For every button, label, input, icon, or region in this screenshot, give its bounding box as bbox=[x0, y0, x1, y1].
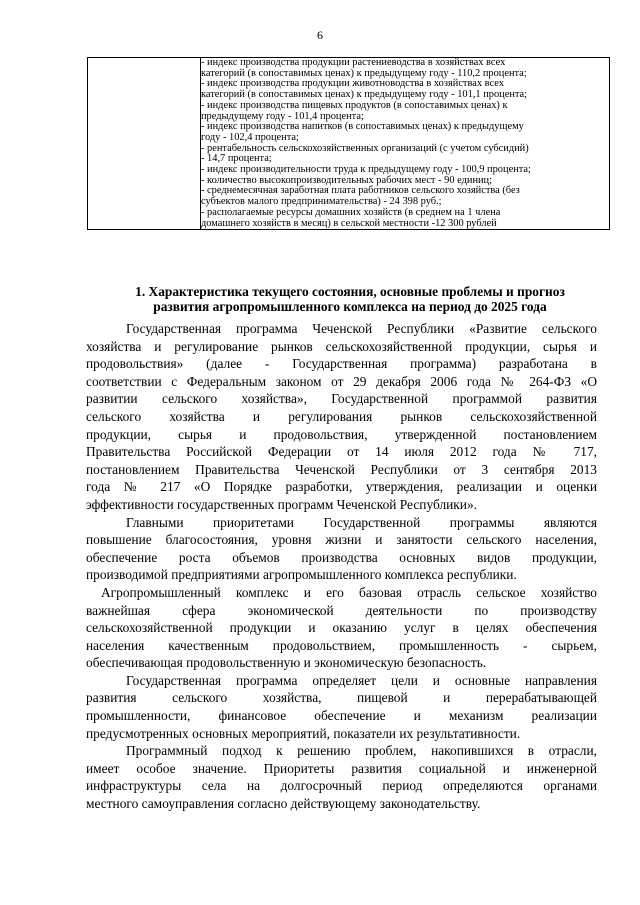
indicator-line: - индекс производства продукции животноводства в хозяйствах всех bbox=[201, 78, 504, 90]
paragraph-line: обеспечивающая продовольственную и экономическую безопасность. bbox=[86, 655, 487, 671]
indicators-table bbox=[87, 57, 610, 230]
indicator-line: - среднемесячная заработная плата работников сельского хозяйства (без bbox=[201, 185, 520, 197]
paragraph-priorities bbox=[86, 514, 597, 584]
paragraph-program-approach bbox=[86, 742, 597, 812]
indicator-line: категорий (в сопоставимых ценах) к предыдущему году - 101,1 процента; bbox=[201, 89, 528, 101]
page-number: 6 bbox=[317, 28, 323, 42]
section-heading-line: 1. Характеристика текущего состояния, основные проблемы и прогноз bbox=[135, 284, 565, 299]
paragraph-line: важнейшая сфера экономической деятельности по производству bbox=[86, 602, 597, 618]
paragraph-line: года № 217 «О Порядке разработки, утверждения, реализации и оценки bbox=[86, 479, 597, 495]
indicator-line: - индекс производства пищевых продуктов (в сопоставимых ценах) к bbox=[201, 99, 508, 111]
section-heading bbox=[98, 284, 602, 314]
paragraph-line: Государственная программа определяет цели и основные направления bbox=[126, 672, 597, 688]
indicator-line: - индекс производительности труда к предыдущему году - 100,9 процента; bbox=[201, 164, 531, 176]
indicator-line: году - 102,4 процента; bbox=[201, 131, 299, 143]
section-heading-line: развития агропромышленного комплекса на период до 2025 года bbox=[153, 299, 547, 314]
indicator-line: предыдущему году - 101,4 процента; bbox=[201, 110, 364, 122]
paragraph-line: эффективности государственных программ Чеченской Республики». bbox=[86, 496, 478, 512]
indicator-line: субъектов малого предпринимательства) - 24 398 руб.; bbox=[201, 196, 442, 208]
indicator-line: - индекс производства продукции растениеводства в хозяйствах всех bbox=[201, 57, 506, 68]
table-cell-indicators bbox=[201, 58, 610, 230]
paragraph-line: производимой предприятиями агропромышленного комплекса республики. bbox=[86, 567, 517, 583]
paragraph-line: Государственная программа Чеченской Республики «Развитие сельского bbox=[126, 321, 597, 336]
paragraph-line: хозяйства и регулирование рынков сельскохозяйственной продукции, сырья и bbox=[86, 338, 597, 354]
paragraph-line: продукции, сырья и продовольствия, утвержденной постановлением bbox=[86, 426, 597, 442]
paragraph-line: промышленности, финансовое обеспечение и механизм реализации bbox=[86, 708, 597, 724]
body-text bbox=[86, 320, 597, 813]
paragraph-line: развитии сельского хозяйства», Государственной программой развития bbox=[86, 391, 597, 407]
indicator-line: - 14,7 процента; bbox=[201, 153, 272, 165]
table-cell-empty bbox=[88, 58, 201, 230]
paragraph-line: Агропромышленный комплекс и его базовая отрасль сельское хозяйство bbox=[101, 584, 597, 600]
paragraph-line: Главными приоритетами Государственной программы являются bbox=[126, 514, 597, 530]
indicator-line: - количество высокопроизводительных рабочих мест - 90 единиц; bbox=[201, 174, 493, 186]
paragraph-line: сельского хозяйства и регулирования рынков сельскохозяйственной bbox=[86, 408, 597, 424]
indicator-line: - индекс производства напитков (в сопоставимых ценах) к предыдущему bbox=[201, 121, 524, 133]
paragraph-line: обеспечение роста объемов производства основных видов продукции, bbox=[86, 549, 597, 565]
paragraph-agro-complex bbox=[86, 584, 597, 672]
paragraph-goals bbox=[86, 672, 597, 742]
paragraph-line: продовольствия» (далее - Государственная программа) разработана в bbox=[86, 356, 597, 372]
paragraph-line: постановлением Правительства Чеченской Республики от 3 сентября 2013 bbox=[86, 461, 597, 477]
paragraph-line: соответствии с Федеральным законом от 29 декабря 2006 года № 264-ФЗ «О bbox=[86, 373, 597, 389]
paragraph-line: Программный подход к решению проблем, накопившихся в отрасли, bbox=[126, 743, 597, 759]
paragraph-line: населения качественным продовольствием, промышленность - сырьем, bbox=[86, 637, 597, 653]
paragraph-line: повышение благосостояния, уровня жизни и занятости сельского населения, bbox=[86, 532, 597, 548]
paragraph-line: имеет особое значение. Приоритеты развития социальной и инженерной bbox=[86, 760, 597, 776]
paragraph-line: местного самоуправления согласно действующему законодательству. bbox=[86, 796, 481, 812]
paragraph-line: развития сельского хозяйства, пищевой и перерабатывающей bbox=[86, 690, 597, 706]
paragraph-line: предусмотренных основных мероприятий, показатели их результативности. bbox=[86, 725, 521, 741]
indicator-line: категорий (в сопоставимых ценах) к предыдущему году - 110,2 процента; bbox=[201, 67, 527, 79]
indicator-line: домашнего хозяйств в месяц) в сельской местности -12 300 рублей bbox=[201, 217, 497, 229]
paragraph-line: сельскохозяйственной продукции и оказанию услуг в целях обеспечения bbox=[86, 620, 597, 636]
paragraph-line: инфраструктуры села на долгосрочный период определяются органами bbox=[86, 778, 597, 794]
indicator-line: - располагаемые ресурсы домашних хозяйств (в среднем на 1 члена bbox=[201, 206, 501, 218]
paragraph-line: Правительства Российской Федерации от 14 июля 2012 года № 717, bbox=[86, 444, 597, 460]
paragraph-program-basis bbox=[86, 320, 597, 514]
table-row bbox=[88, 58, 610, 230]
indicator-line: - рентабельность сельскохозяйственных организаций (с учетом субсидий) bbox=[201, 142, 529, 154]
